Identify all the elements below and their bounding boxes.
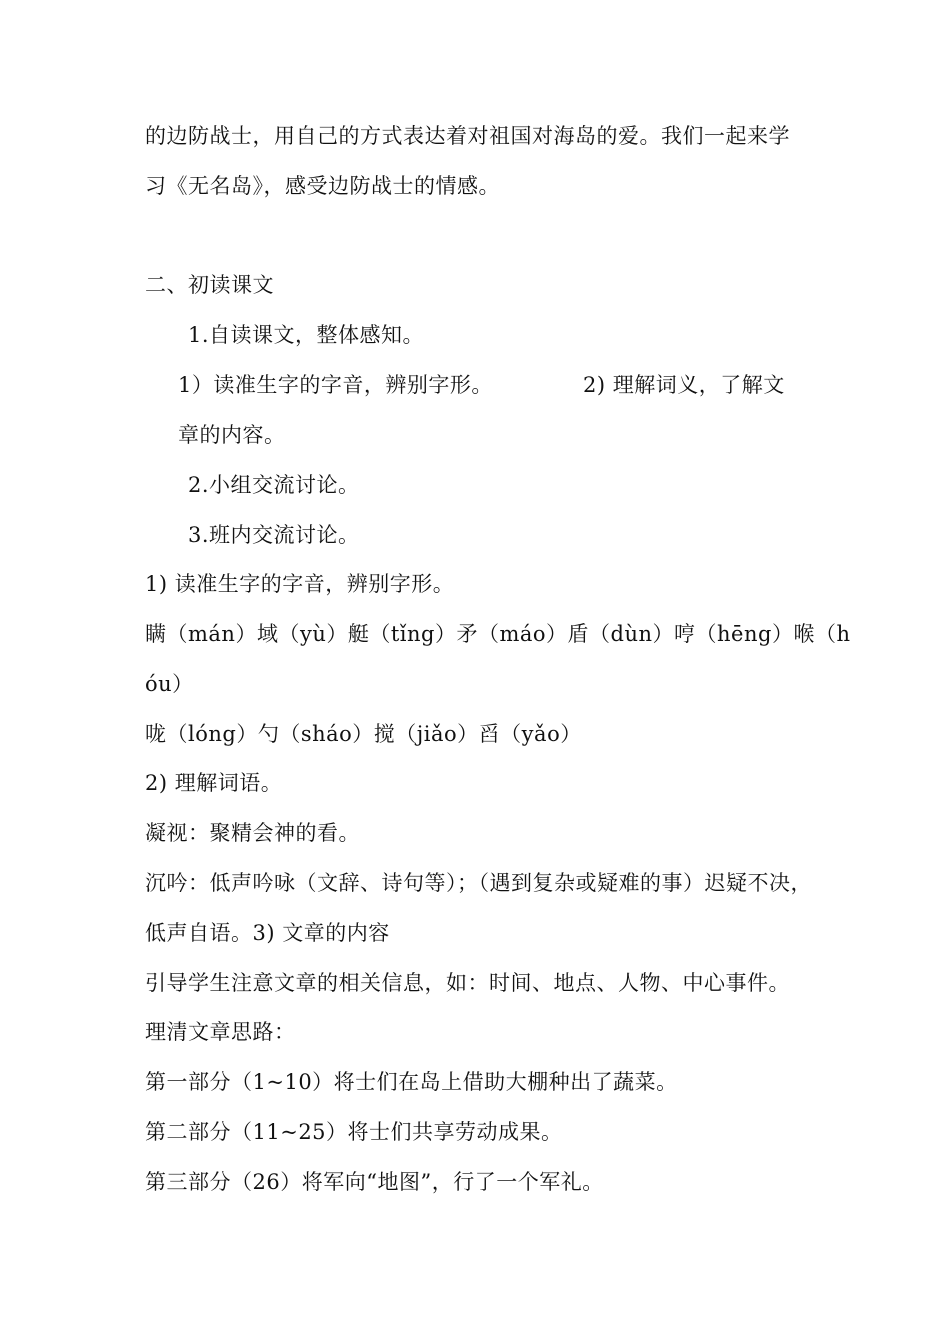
outline-part-2: 第二部分（11~25）将士们共享劳动成果。 xyxy=(145,1120,563,1144)
step-1-sub-a: 1）读准生字的字音，辨别字形。 xyxy=(178,373,493,397)
part-1-heading: 1) 读准生字的字音，辨别字形。 xyxy=(145,572,455,596)
intro-line-1: 的边防战士，用自己的方式表达着对祖国对海岛的爱。我们一起来学 xyxy=(145,124,790,148)
guide-line: 引导学生注意文章的相关信息，如：时间、地点、人物、中心事件。 xyxy=(145,971,790,995)
step-1-sub-b-cont: 章的内容。 xyxy=(178,423,286,447)
outline-heading: 理清文章思路： xyxy=(145,1020,296,1044)
definition-ningshi: 凝视：聚精会神的看。 xyxy=(145,821,360,845)
definition-chenyin: 沉吟：低声吟咏（文辞、诗句等）；（遇到复杂或疑难的事）迟疑不决， xyxy=(145,871,812,895)
step-2: 2.小组交流讨论。 xyxy=(188,473,360,497)
pinyin-line-1-cont: óu） xyxy=(145,672,194,696)
intro-line-2: 习《无名岛》，感受边防战士的情感。 xyxy=(145,174,500,198)
step-1-sub-b: 2) 理解词义，了解文 xyxy=(583,373,785,397)
outline-part-1: 第一部分（1~10）将士们在岛上借助大棚种出了蔬菜。 xyxy=(145,1070,678,1094)
step-3: 3.班内交流讨论。 xyxy=(188,523,360,547)
definition-chenyin-cont: 低声自语。3) 文章的内容 xyxy=(145,921,390,945)
pinyin-line-2: 咙（lóng）勺（sháo）搅（jiǎo）舀（yǎo） xyxy=(145,722,582,746)
pinyin-line-1: 瞒（mán）域（yù）艇（tǐng）矛（máo）盾（dùn）哼（hēng）喉（h xyxy=(145,622,851,646)
step-1: 1.自读课文，整体感知。 xyxy=(188,323,425,347)
outline-part-3: 第三部分（26）将军向“地图”，行了一个军礼。 xyxy=(145,1170,604,1194)
part-2-heading: 2) 理解词语。 xyxy=(145,771,283,795)
section-heading: 二、初读课文 xyxy=(145,273,274,297)
